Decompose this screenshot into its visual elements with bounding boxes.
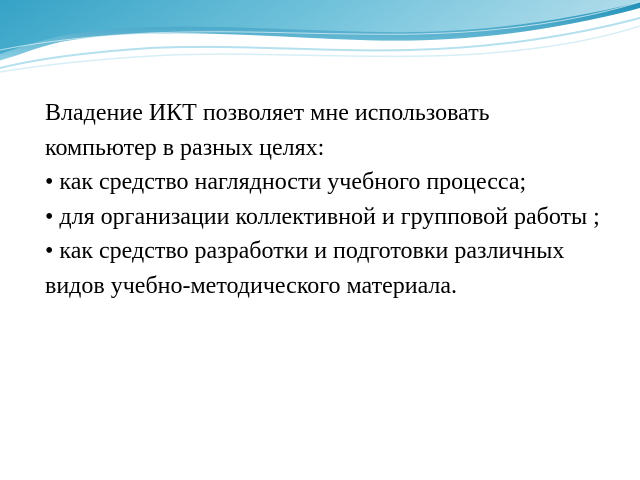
intro-text: Владение ИКТ позволяет мне использовать компьютер в разных целях:: [45, 100, 490, 161]
header-wave-decoration: [0, 0, 640, 80]
bullet-item: • как средство разработки и подготовки различных видов учебно-методического материала.: [45, 238, 565, 299]
bullet-item: • как средство наглядности учебного процесса;: [45, 169, 527, 195]
bullet-item: • для организации коллективной и групповой работы ;: [45, 203, 600, 230]
slide-body: [45, 96, 605, 303]
